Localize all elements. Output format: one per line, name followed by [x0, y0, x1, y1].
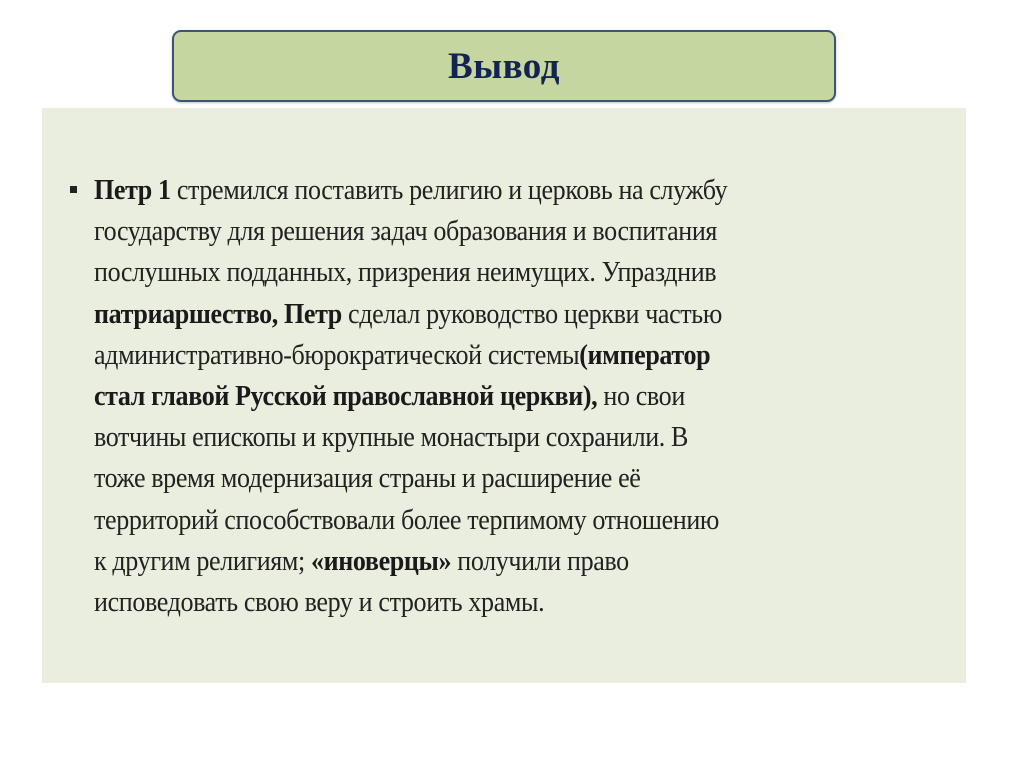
text: территорий способствовали более терпимому отношению	[94, 504, 719, 536]
text-line	[94, 170, 727, 211]
text: вотчины епископы и крупные монастыри сохранили. В	[94, 422, 689, 454]
text-line	[94, 376, 727, 417]
bold-text: (император	[579, 339, 711, 371]
text: административно-бюрократической системы	[94, 339, 580, 371]
text-line	[94, 252, 727, 293]
text-line	[94, 417, 727, 458]
slide-title: Вывод	[448, 45, 560, 87]
text: к другим религиям;	[94, 545, 311, 577]
text-line	[94, 582, 727, 623]
text-line	[94, 500, 727, 541]
square-bullet-icon	[70, 186, 77, 193]
text-line	[94, 211, 727, 252]
text-line	[94, 294, 727, 335]
text: сделал руководство церкви частью	[341, 298, 722, 330]
text: государству для решения задач образования и воспитания	[94, 216, 718, 248]
text: исповедовать свою веру и строить храмы.	[94, 587, 545, 619]
bold-text: «иноверцы»	[310, 545, 452, 577]
text: стремился поставить религию и церковь на службу	[170, 175, 728, 206]
text: тоже время модернизация страны и расширение её	[94, 463, 641, 495]
text-line	[94, 458, 727, 499]
text: послушных подданных, призрения неимущих. Упразднив	[94, 257, 717, 289]
title-box	[172, 30, 836, 102]
bold-text: патриаршество, Петр	[94, 298, 342, 330]
bold-text: Петр 1	[94, 175, 171, 206]
text-line	[94, 541, 727, 582]
bold-text: стал главой Русской православной церкви),	[94, 381, 598, 413]
text: получили право	[451, 545, 629, 577]
text-line	[94, 335, 727, 376]
text: но свои	[597, 381, 685, 413]
body-text	[94, 170, 775, 623]
